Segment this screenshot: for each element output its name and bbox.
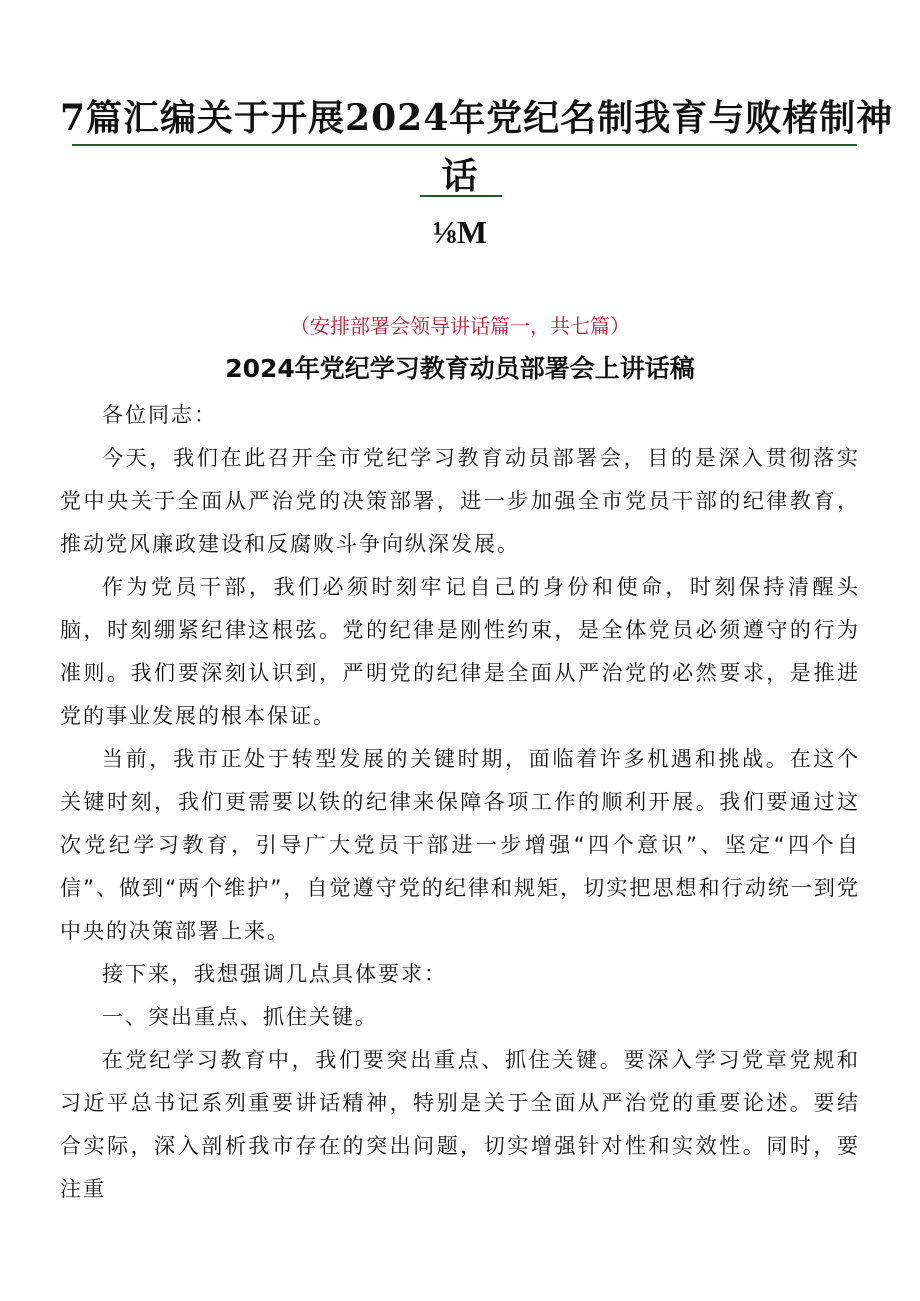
body-paragraph: 作为党员干部，我们必须时刻牢记自己的身份和使命，时刻保持清醒头脑，时刻绷紧纪律这根弦。党的纪律是刚性约束，是全体党员必须遵守的行为准则。我们要深刻认识到，严明党的纪律是全面从严治党的必然要求，是推进党的事业发展的根本保证。 bbox=[60, 575, 860, 728]
speech-title: 2024年党纪学习教育动员部署会上讲话稿 bbox=[225, 354, 695, 383]
body-paragraph: 接下来，我想强调几点具体要求： bbox=[102, 962, 447, 986]
document-title-line-2: 话 bbox=[441, 155, 479, 197]
section-heading: 一、突出重点、抓住关键。 bbox=[102, 1005, 378, 1029]
salutation: 各位同志： bbox=[102, 403, 217, 427]
title-underline-2 bbox=[420, 195, 502, 197]
speech-body bbox=[60, 394, 860, 1211]
series-note: （安排部署会领导讲话篇一，共七篇） bbox=[290, 314, 630, 338]
document-subtitle: ⅛M bbox=[432, 214, 488, 250]
title-underline bbox=[72, 144, 857, 146]
body-paragraph: 今天，我们在此召开全市党纪学习教育动员部署会，目的是深入贯彻落实党中央关于全面从严治党的决策部署，进一步加强全市党员干部的纪律教育，推动党风廉政建设和反腐败斗争向纵深发展。 bbox=[60, 446, 860, 556]
body-paragraph: 当前，我市正处于转型发展的关键时期，面临着许多机遇和挑战。在这个关键时刻，我们更需要以铁的纪律来保障各项工作的顺利开展。我们要通过这次党纪学习教育，引导广大党员干部进一步增强“四个意识”、坚定“四个自信”、做到“两个维护”，自觉遵守党的纪律和规矩，切实把思想和行动统一到党中央的决策部署上来。 bbox=[60, 747, 860, 943]
body-paragraph: 在党纪学习教育中，我们要突出重点、抓住关键。要深入学习党章党规和习近平总书记系列重要讲话精神，特别是关于全面从严治党的重要论述。要结合实际，深入剖析我市存在的突出问题，切实增强针对性和实效性。同时，要注重 bbox=[60, 1048, 860, 1201]
document-title-line-1: 7篇汇编关于开展2024年党纪名制我育与败楮制神 bbox=[60, 97, 894, 139]
